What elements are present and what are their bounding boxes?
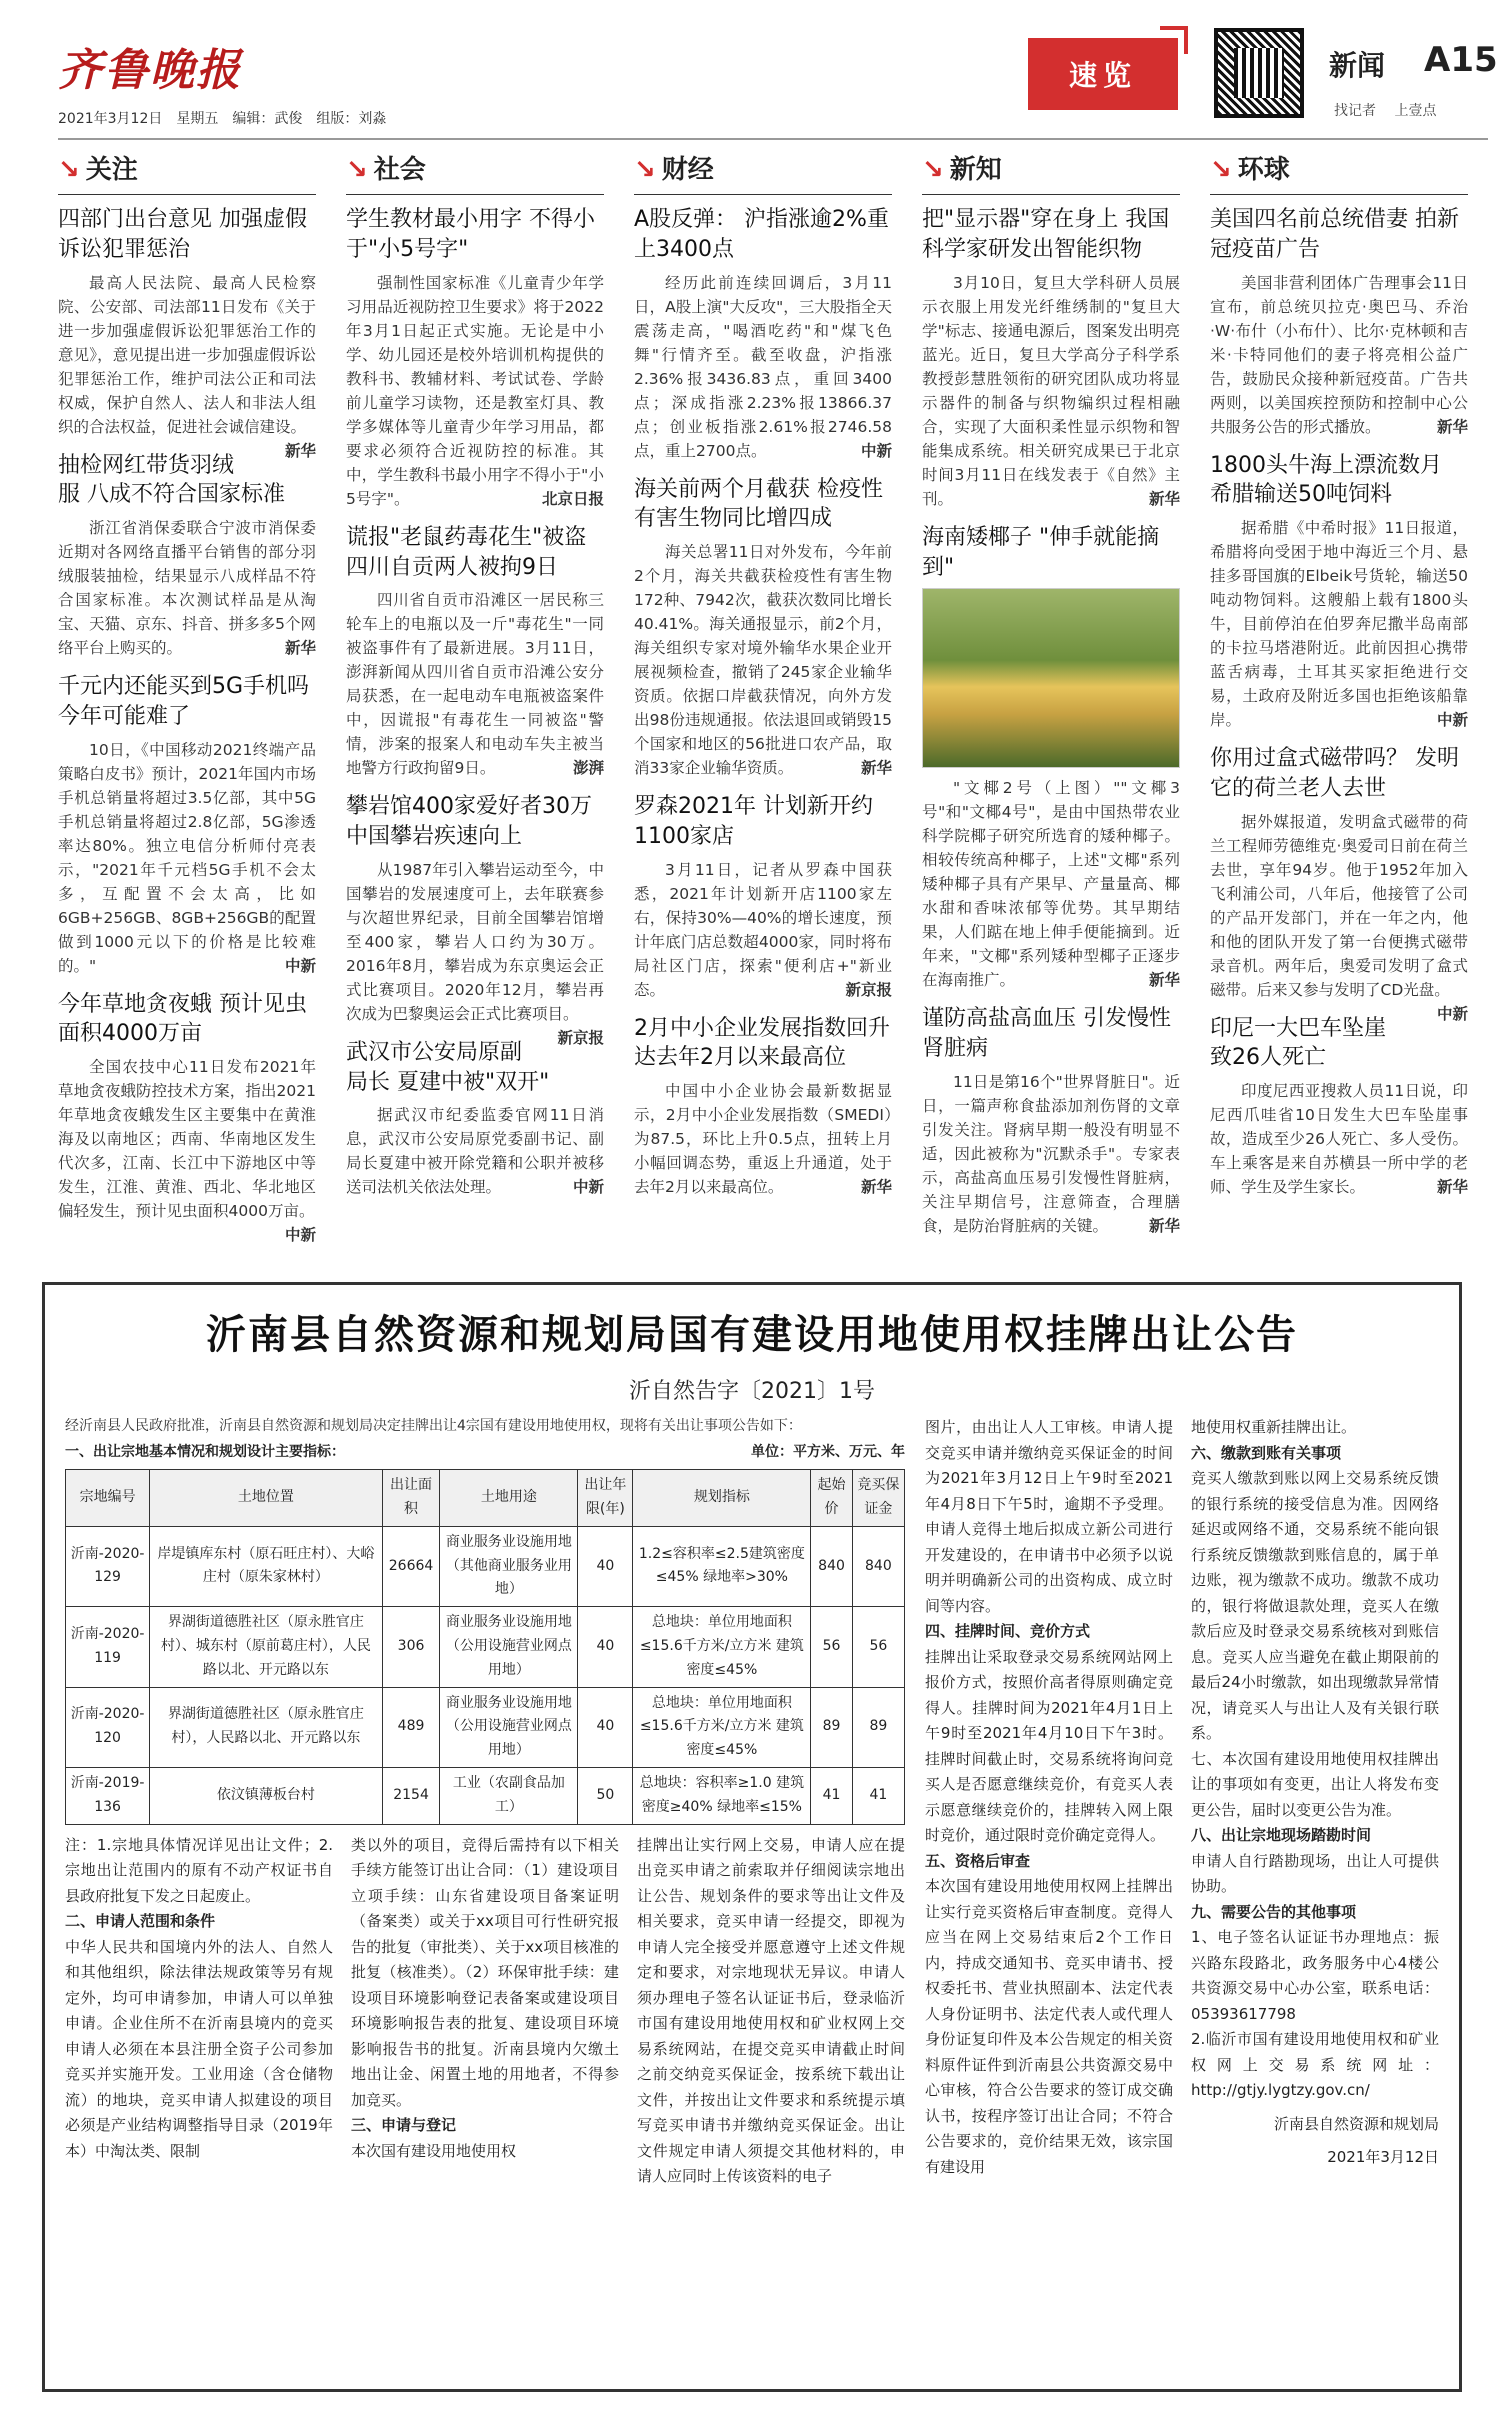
story-body: 经历此前连续回调后，3月11日，A股上演"大反攻"，三大股指全天震荡走高，"喝酒吃药"和"煤飞色舞"行情齐至。截至收盘，沪指涨2.36%报3436.83点，重回3400点；深成指涨2.23%报13866.37点；创业板指涨2.61%报2746.58点，重上2700点。 中新 xyxy=(634,271,892,463)
newspaper-logo: 齐鲁晚报 xyxy=(58,45,242,96)
page-number: A15 xyxy=(1424,40,1498,80)
story-source: 北京日报 xyxy=(541,489,604,508)
land-table xyxy=(65,1469,905,1824)
story-headline[interactable]: 2月中小企业发展指数回升 达去年2月以来最高位 xyxy=(634,1015,890,1071)
news-story[interactable] xyxy=(346,205,604,511)
column-head xyxy=(1210,150,1468,195)
story-headline[interactable]: 海南矮椰子 "伸手就能摘到" xyxy=(922,524,1160,580)
news-story[interactable] xyxy=(1210,744,1468,1023)
table-cell: 56 xyxy=(811,1607,853,1687)
dateline: 2021年3月12日 星期五 编辑：武俊 组版：刘淼 xyxy=(58,111,387,127)
news-story[interactable] xyxy=(1210,451,1468,733)
column-title: 关注 xyxy=(85,155,138,185)
table-cell: 840 xyxy=(852,1526,904,1606)
table-cell: 41 xyxy=(811,1767,853,1824)
table-header: 起始价 xyxy=(811,1470,853,1527)
news-story[interactable] xyxy=(346,523,604,781)
story-headline[interactable]: 四部门出台意见 加强虚假诉讼犯罪惩治 xyxy=(58,207,307,262)
story-source: 新华 xyxy=(860,1178,892,1197)
story-headline[interactable]: 今年草地贪夜蛾 预计见虫面积4000万亩 xyxy=(58,991,307,1047)
column-4 xyxy=(1210,150,1468,1280)
story-body: 10日，《中国移动2021终端产品策略白皮书》预计，2021年国内市场手机总销量将超过3.5亿部，其中5G手机总销量将超过2.8亿部，5G渗透率达80%。独立电信分析师付亮表示，"2021年千元档5G手机不会太多，互配置不会太高，比如6GB+256GB、8GB+256GB的配置做到1000元以下的价格是比较难的。" 中新 xyxy=(58,738,316,978)
story-headline[interactable]: 抽检网红带货羽绒服 八成不符合国家标准 xyxy=(58,452,285,508)
notice-subcol-1: 注：1.宗地具体情况详见出让文件；2.宗地出让范围内的原有不动产权证书自县政府批复下发之日起废止。 二、申请人范围和条件 中华人民共和国境内外的法人、自然人和其他组织，除法律法规政策等另有规定外，均可申请参加，申请人可以单独申请。企业住所不在沂南县境内的竞买申请人必须在本县注册全资子公司参加竞买并实施开发。工业用途（含仓储物流）的地块，竞买申请人拟建设的项目必须是产业结构调整指导目录（2019年本）中淘汰类、限制 xyxy=(65,1835,333,2160)
table-cell: 依汶镇薄板台村 xyxy=(150,1767,382,1824)
table-cell: 商业服务业设施用地（其他商业服务业用地） xyxy=(440,1526,578,1606)
story-source: 中新 xyxy=(1436,711,1468,730)
column-title: 新知 xyxy=(949,155,1002,185)
table-cell: 岸堤镇库东村（原石旺庄村）、大峪庄村（原朱家林村） xyxy=(150,1526,382,1606)
news-story[interactable] xyxy=(58,451,316,660)
news-story[interactable] xyxy=(1210,1014,1468,1199)
table-header: 宗地编号 xyxy=(66,1470,150,1527)
story-headline[interactable]: A股反弹： 沪指涨逾2%重上3400点 xyxy=(634,207,889,262)
unit-note: 单位：平方米、万元、年 xyxy=(751,1444,905,1461)
land-notice xyxy=(42,1282,1462,2392)
notice-right xyxy=(925,1415,1439,2395)
story-body: 海关总署11日对外发布，今年前2个月，海关共截获检疫性有害生物172种、7942次，截获次数同比增长40.41%。海关通报显示，前2个月，海关组织专家对境外输华水果企业开展视频检查，撤销了245家企业输华资质。依据口岸截获情况，向外方发出98份违规通报。依法退回或销毁15个国家和地区的56批进口农产品，取消33家企业输华资质。 新华 xyxy=(634,540,892,780)
story-source: 中新 xyxy=(1436,1004,1468,1023)
story-source: 新华 xyxy=(1148,489,1180,508)
column-3 xyxy=(922,150,1180,1280)
news-story[interactable] xyxy=(634,792,892,1001)
story-body: 强制性国家标准《儿童青少年学习用品近视防控卫生要求》将于2022年3月1日起正式实施。无论是中小学、幼儿园还是校外培训机构提供的教科书、教辅材料、考试试卷、学龄前儿童学习读物，还是教室灯具、教学多媒体等儿童青少年学习用品，都要求必须符合近视防控的标准。其中，学生教科书最小用字不得小于"小5号字"。 北京日报 xyxy=(346,271,604,511)
arrow-icon: ↘ xyxy=(922,155,944,185)
table-cell: 306 xyxy=(382,1607,440,1687)
story-body: 美国非营利团体广告理事会11日宣布，前总统贝拉克·奥巴马、乔治·W·布什（小布什）、比尔·克林顿和吉米·卡特同他们的妻子将亮相公益广告，鼓励民众接种新冠疫苗。广告共两则，以美国疾控预防和控制中心公共服务公告的形式播放。 新华 xyxy=(1210,271,1468,439)
news-story[interactable] xyxy=(346,1038,604,1199)
news-story[interactable] xyxy=(634,475,892,781)
table-cell: 总地块：单位用地面积≤15.6千方米/立方米 建筑密度≤45% xyxy=(633,1607,811,1687)
story-body: 全国农技中心11日发布2021年草地贪夜蛾防控技术方案，指出2021年草地贪夜蛾发生区主要集中在黄淮海及以南地区；西南、华南地区发生代次多，江南、长江中下游地区中等发生，江淮、黄淮、西北、华北地区偏轻发生，预计见虫面积4000万亩。 中新 xyxy=(58,1055,316,1223)
story-headline[interactable]: 印尼一大巴车坠崖 致26人死亡 xyxy=(1210,1015,1387,1071)
story-source: 新华 xyxy=(284,441,316,460)
story-headline[interactable]: 学生教材最小用字 不得小于"小5号字" xyxy=(346,207,595,262)
story-source: 新京报 xyxy=(845,980,892,999)
table-row xyxy=(66,1767,905,1824)
section-heading: 一、出让宗地基本情况和规划设计主要指标： xyxy=(65,1444,345,1461)
column-head xyxy=(58,150,316,195)
signature: 沂南县自然资源和规划局 xyxy=(1273,2114,1439,2133)
notice-number: 沂自然告字〔2021〕1号 xyxy=(629,1379,875,1404)
story-body: 3月11日，记者从罗森中国获悉，2021年计划新开店1100家左右，保持30%—40%的增长速度，预计年底门店总数超4000家，同时将布局社区门店，探索"便利店+"新业态。 新京报 xyxy=(634,858,892,1002)
table-cell: 沂南-2020-120 xyxy=(66,1687,150,1767)
table-cell: 界湖街道德胜社区（原永胜官庄村），人民路以北、开元路以东 xyxy=(150,1687,382,1767)
story-source: 新京报 xyxy=(557,1028,604,1047)
table-cell: 89 xyxy=(811,1687,853,1767)
story-source: 新华 xyxy=(860,759,892,778)
table-cell: 40 xyxy=(578,1526,633,1606)
story-headline[interactable]: 你用过盒式磁带吗？ 发明它的荷兰老人去世 xyxy=(1210,746,1459,801)
column-head xyxy=(634,150,892,195)
story-headline[interactable]: 谨防高盐高血压 引发慢性肾脏病 xyxy=(922,1006,1171,1062)
notice-subcol-2: 类以外的项目，竞得后需持有以下相关手续方能签订出让合同：（1）建设项目立项手续：山东省建设项目备案证明（备案类）或关于xx项目可行性研究报告的批复（审批类）、关于xx项目核准的批复（核准类）。（2）环保审批手续：建设项目环境影响登记表备案或建设项目环境影响报告表的批复、建设项目环境影响报告书的批复。沂南县境内欠缴土地出让金、闲置土地的用地者，不得参加竞买。 三、申请与登记 本次国有建设用地使用权 xyxy=(351,1835,619,2160)
story-source: 新华 xyxy=(284,639,316,658)
news-story[interactable] xyxy=(634,1014,892,1199)
story-headline[interactable]: 攀岩馆400家爱好者30万 中国攀岩疾速向上 xyxy=(346,794,592,850)
story-headline[interactable]: 1800头牛海上漂流数月 希腊输送50吨饲料 xyxy=(1210,452,1442,508)
table-cell: 沂南-2020-119 xyxy=(66,1607,150,1687)
story-headline[interactable]: 谎报"老鼠药毒花生"被盗 四川自贡两人被拘9日 xyxy=(346,524,587,580)
story-headline[interactable]: 武汉市公安局原副局长 夏建中被"双开" xyxy=(346,1039,550,1095)
story-source: 中新 xyxy=(572,1178,604,1197)
arrow-icon: ↘ xyxy=(346,155,368,185)
story-source: 新华 xyxy=(1436,1178,1468,1197)
table-cell: 界湖街道德胜社区（原永胜官庄村）、城东村（原前葛庄村），人民路以北、开元路以东 xyxy=(150,1607,382,1687)
column-1 xyxy=(346,150,604,1280)
reporter-slogan: 找记者 上壹点 xyxy=(1334,103,1437,119)
story-body: 据武汉市纪委监委官网11日消息，武汉市公安局原党委副书记、副局长夏建中被开除党籍和公职并被移送司法机关依法处理。 中新 xyxy=(346,1103,604,1199)
table-header: 出让面积 xyxy=(382,1470,440,1527)
table-cell: 2154 xyxy=(382,1767,440,1824)
table-cell: 工业（农副食品加工） xyxy=(440,1767,578,1824)
news-story[interactable] xyxy=(922,205,1180,511)
table-cell: 1.2≤容积率≤2.5建筑密度≤45% 绿地率>30% xyxy=(633,1526,811,1606)
table-cell: 40 xyxy=(578,1607,633,1687)
table-header: 规划指标 xyxy=(633,1470,811,1527)
news-story[interactable] xyxy=(58,205,316,460)
table-cell: 41 xyxy=(852,1767,904,1824)
qr-code-pattern xyxy=(1234,48,1284,98)
section-name: 新闻 xyxy=(1329,49,1386,82)
story-headline[interactable]: 罗森2021年 计划新开约1100家店 xyxy=(634,794,873,850)
notice-subcol-5: 地使用权重新挂牌出让。 六、缴款到账有关事项 竞买人缴款到账以网上交易系统反馈的银行系统的接受信息为准。因网络延迟或网络不通，交易系统不能向银行系统反馈缴款到账信息的，属于单边账，视为缴款不成功。缴款不成功的，银行将做退款处理，竞买人在缴款后应及时登录交易系统核对到账信息。竞买人应当避免在截止期限前的最后24小时缴款，如出现缴款异常情况，请竞买人与出让人及有关银行联系。 七、本次国有建设用地使用权挂牌出让的事项如有变更，出让人将发布变更公告，届时以变更公告为准。 八、出让宗地现场踏勘时间 申请人自行踏勘现场，出让人可提供协助。 九、需要公告的其他事项 1、电子签名认证证书办理地点：振兴路东段路北，政务服务中心4楼公共资源交易中心办公室，联系电话：05393617798 2.临沂市国有建设用地使用权和矿业权网上交易系统网址：http://gtjy.lygtzy.gov.cn/ 沂南县自然资源和规划局 2021年3月12日 xyxy=(1191,1415,1439,2180)
story-source: 中新 xyxy=(860,441,892,460)
column-2 xyxy=(634,150,892,1280)
story-body: 浙江省消保委联合宁波市消保委近期对各网络直播平台销售的部分羽绒服装抽检，结果显示八成样品不符合国家标准。本次测试样品是从淘宝、天猫、京东、抖音、拼多多5个网络平台上购买的。 新华 xyxy=(58,516,316,660)
news-columns xyxy=(58,150,1468,1280)
table-header: 出让年限(年) xyxy=(578,1470,633,1527)
story-source: 新华 xyxy=(1148,1216,1180,1235)
table-cell: 40 xyxy=(578,1687,633,1767)
sign-date: 2021年3月12日 xyxy=(1327,2148,1439,2166)
story-body: 中国中小企业协会最新数据显示，2月中小企业发展指数（SMEDI）为87.5，环比上升0.5点，扭转上月小幅回调态势，重返上升通道，处于去年2月以来最高位。 新华 xyxy=(634,1079,892,1199)
notice-subcol-3: 挂牌出让实行网上交易，申请人应在提出竞买申请之前索取并仔细阅读宗地出让公告、规划条件的要求等出让文件及相关要求，竞买申请一经提交，即视为申请人完全接受并愿意遵守上述文件规定和要求，对宗地现状无异议。申请人须办理电子签名认证证书后，登录临沂市国有建设用地使用权和矿业权网上交易系统网站，在提交竞买申请截止时间之前交纳竞买保证金，按系统下载出让文件，并按出让文件要求和系统提示填写竞买申请书并缴纳竞买保证金。出让文件规定申请人须提交其他材料的，申请人应同时上传该资料的电子 xyxy=(637,1835,905,2186)
story-headline[interactable]: 千元内还能买到5G手机吗 今年可能难了 xyxy=(58,674,310,729)
story-source: 新华 xyxy=(1436,417,1468,436)
story-body: 据外媒报道，发明盒式磁带的荷兰工程师劳德维克·奥爱司日前在荷兰去世，享年94岁。他于1952年加入飞利浦公司，八年后，他接管了公司的产品开发部门，并在一年之内，他和他的团队开发了第一台便携式磁带录音机。两年后，奥爱司发明了盒式磁带。后来又参与发明了CD光盘。 中新 xyxy=(1210,810,1468,1002)
notice-title: 沂南县自然资源和规划局国有建设用地使用权挂牌出让公告 xyxy=(206,1312,1298,1358)
table-cell: 沂南-2020-129 xyxy=(66,1526,150,1606)
table-cell: 89 xyxy=(852,1687,904,1767)
divider xyxy=(58,138,1488,140)
table-row xyxy=(66,1607,905,1687)
story-body: 从1987年引入攀岩运动至今，中国攀岩的发展速度可上，去年联赛参与次超世界纪录，目前全国攀岩馆增至400家，攀岩人口约为30万。2016年8月，攀岩成为东京奥运会正式比赛项目。2020年12月，攀岩再次成为巴黎奥运会正式比赛项目。 新京报 xyxy=(346,858,604,1026)
column-head xyxy=(922,150,1180,195)
table-cell: 489 xyxy=(382,1687,440,1767)
table-cell: 商业服务业设施用地（公用设施营业网点用地） xyxy=(440,1687,578,1767)
table-cell: 商业服务业设施用地（公用设施营业网点用地） xyxy=(440,1607,578,1687)
table-row xyxy=(66,1687,905,1767)
table-row xyxy=(66,1526,905,1606)
table-header: 竞买保证金 xyxy=(852,1470,904,1527)
news-story[interactable] xyxy=(58,990,316,1245)
story-body: 最高人民法院、最高人民检察院、公安部、司法部11日发布《关于进一步加强虚假诉讼犯罪惩治工作的意见》，意见提出进一步加强虚假诉讼犯罪惩治工作，维护司法公正和司法权威，保护自然人、法人和非法人组织的合法权益，促进社会诚信建设。 新华 xyxy=(58,271,316,439)
masthead xyxy=(34,18,1498,168)
story-body: 11日是第16个"世界肾脏日"。近日，一篇声称食盐添加剂伤肾的文章引发关注。肾病早期一般没有明显不适，因此被称为"沉默杀手"。专家表示，高盐高血压易引发慢性肾脏病，关注早期信号，注意筛查，合理膳食，是防治肾脏病的关键。 新华 xyxy=(922,1070,1180,1238)
table-header: 土地用途 xyxy=(440,1470,578,1527)
section-badge: 速览 xyxy=(1028,38,1178,110)
coconut-photo xyxy=(922,588,1180,768)
table-cell: 56 xyxy=(852,1607,904,1687)
table-cell: 总地块：容积率≥1.0 建筑密度≥40% 绿地率≤15% xyxy=(633,1767,811,1824)
table-header: 土地位置 xyxy=(150,1470,382,1527)
column-head xyxy=(346,150,604,195)
story-source: 中新 xyxy=(284,1226,316,1245)
table-cell: 50 xyxy=(578,1767,633,1824)
story-source: 新华 xyxy=(1148,971,1180,990)
news-story[interactable] xyxy=(922,523,1180,993)
table-cell: 总地块：单位用地面积≤15.6千方米/立方米 建筑密度≤45% xyxy=(633,1687,811,1767)
story-headline[interactable]: 把"显示器"穿在身上 我国科学家研发出智能织物 xyxy=(922,207,1170,262)
story-body: 四川省自贡市沿滩区一居民称三轮车上的电瓶以及一斤"毒花生"一同被盗事件有了最新进展。3月11日，澎湃新闻从四川省自贡市沿滩公安分局获悉，在一起电动车电瓶被盗案件中，因谎报"有毒花生一同被盗"警情，涉案的报案人和电动车失主被当地警方行政拘留9日。 澎湃 xyxy=(346,588,604,780)
arrow-icon: ↘ xyxy=(58,155,80,185)
arrow-icon: ↘ xyxy=(634,155,656,185)
arrow-icon: ↘ xyxy=(1210,155,1232,185)
notice-left xyxy=(65,1415,905,2395)
news-story[interactable] xyxy=(346,792,604,1047)
news-story[interactable] xyxy=(922,1004,1180,1237)
news-story[interactable] xyxy=(58,672,316,978)
story-body: 据希腊《中希时报》11日报道，希腊将向受困于地中海近三个月、悬挂多哥国旗的Elbeik号货轮，输送50吨动物饲料。这艘船上载有1800头牛，目前停泊在伯罗奔尼撒半岛南部的卡拉马塔港附近。此前因担心携带蓝舌病毒，土耳其买家拒绝进行交易，土政府及附近多国也拒绝该船靠岸。 中新 xyxy=(1210,516,1468,732)
table-cell: 840 xyxy=(811,1526,853,1606)
column-title: 环球 xyxy=(1237,155,1290,185)
notice-subcol-4: 图片，由出让人人工审核。申请人提交竞买申请并缴纳竞买保证金的时间为2021年3月12日上午9时至2021年4月8日下午5时，逾期不予受理。申请人竞得土地后拟成立新公司进行开发建设的，在申请书中必须予以说明并明确新公司的出资构成、成立时间等内容。 四、挂牌时间、竞价方式 挂牌出让采取登录交易系统网站网上报价方式，按照价高者得原则确定竞得人。挂牌时间为2021年4月1日上午9时至2021年4月10日下午3时。挂牌时间截止时，交易系统将询问竞买人是否愿意继续竞价，有竞买人表示愿意继续竞价的，挂牌转入网上限时竞价，通过限时竞价确定竞得人。 五、资格后审查 本次国有建设用地使用权网上挂牌出让实行竞买资格后审查制度。竞得人应当在网上交易结束后2个工作日内，持成交通知书、竞买申请书、授权委托书、营业执照副本、法定代表人身份证明书、法定代表人或代理人身份证复印件及本公告规定的相关资料原件证件到沂南县公共资源交易中心审核，符合公告要求的签订成交确认书，按程序签订出让合同；不符合公告要求的，竞价结果无效，该宗国有建设用 xyxy=(925,1418,1173,2176)
story-body: "文椰2号（上图）""文椰3号"和"文椰4号"，是由中国热带农业科学院椰子研究所选育的矮种椰子。相较传统高种椰子，上述"文椰"系列矮种椰子具有产果早、产量量高、椰水甜和香味浓郁等优势。其早期结果，人们踮在地上伸手便能摘到。近年来，"文椰"系列矮种型椰子正逐步在海南推广。 新华 xyxy=(922,776,1180,992)
column-0 xyxy=(58,150,316,1280)
story-body: 3月10日，复旦大学科研人员展示衣服上用发光纤维绣制的"复旦大学"标志、接通电源后，图案发出明亮蓝光。近日，复旦大学高分子科学系教授彭慧胜领衔的研究团队成功将显示器件的制备与织物编织过程相融合，实现了大面积柔性显示织物和智能集成系统。相关研究成果已于北京时间3月11日在线发表于《自然》主刊。 新华 xyxy=(922,271,1180,511)
story-body: 印度尼西亚搜救人员11日说，印尼西爪哇省10日发生大巴车坠崖事故，造成至少26人死亡、多人受伤。车上乘客是来自苏横县一所中学的老师、学生及学生家长。 新华 xyxy=(1210,1079,1468,1199)
table-cell: 26664 xyxy=(382,1526,440,1606)
column-title: 社会 xyxy=(373,155,426,185)
table-cell: 沂南-2019-136 xyxy=(66,1767,150,1824)
story-source: 澎湃 xyxy=(572,759,604,778)
story-headline[interactable]: 海关前两个月截获 检疫性有害生物同比增四成 xyxy=(634,476,883,532)
story-headline[interactable]: 美国四名前总统借妻 拍新冠疫苗广告 xyxy=(1210,207,1459,262)
story-source: 中新 xyxy=(284,956,316,975)
news-story[interactable] xyxy=(1210,205,1468,438)
news-story[interactable] xyxy=(634,205,892,463)
column-title: 财经 xyxy=(661,155,714,185)
notice-intro: 经沂南县人民政府批准，沂南县自然资源和规划局决定挂牌出让4宗国有建设用地使用权，现将有关出让事项公告如下： xyxy=(65,1418,802,1434)
